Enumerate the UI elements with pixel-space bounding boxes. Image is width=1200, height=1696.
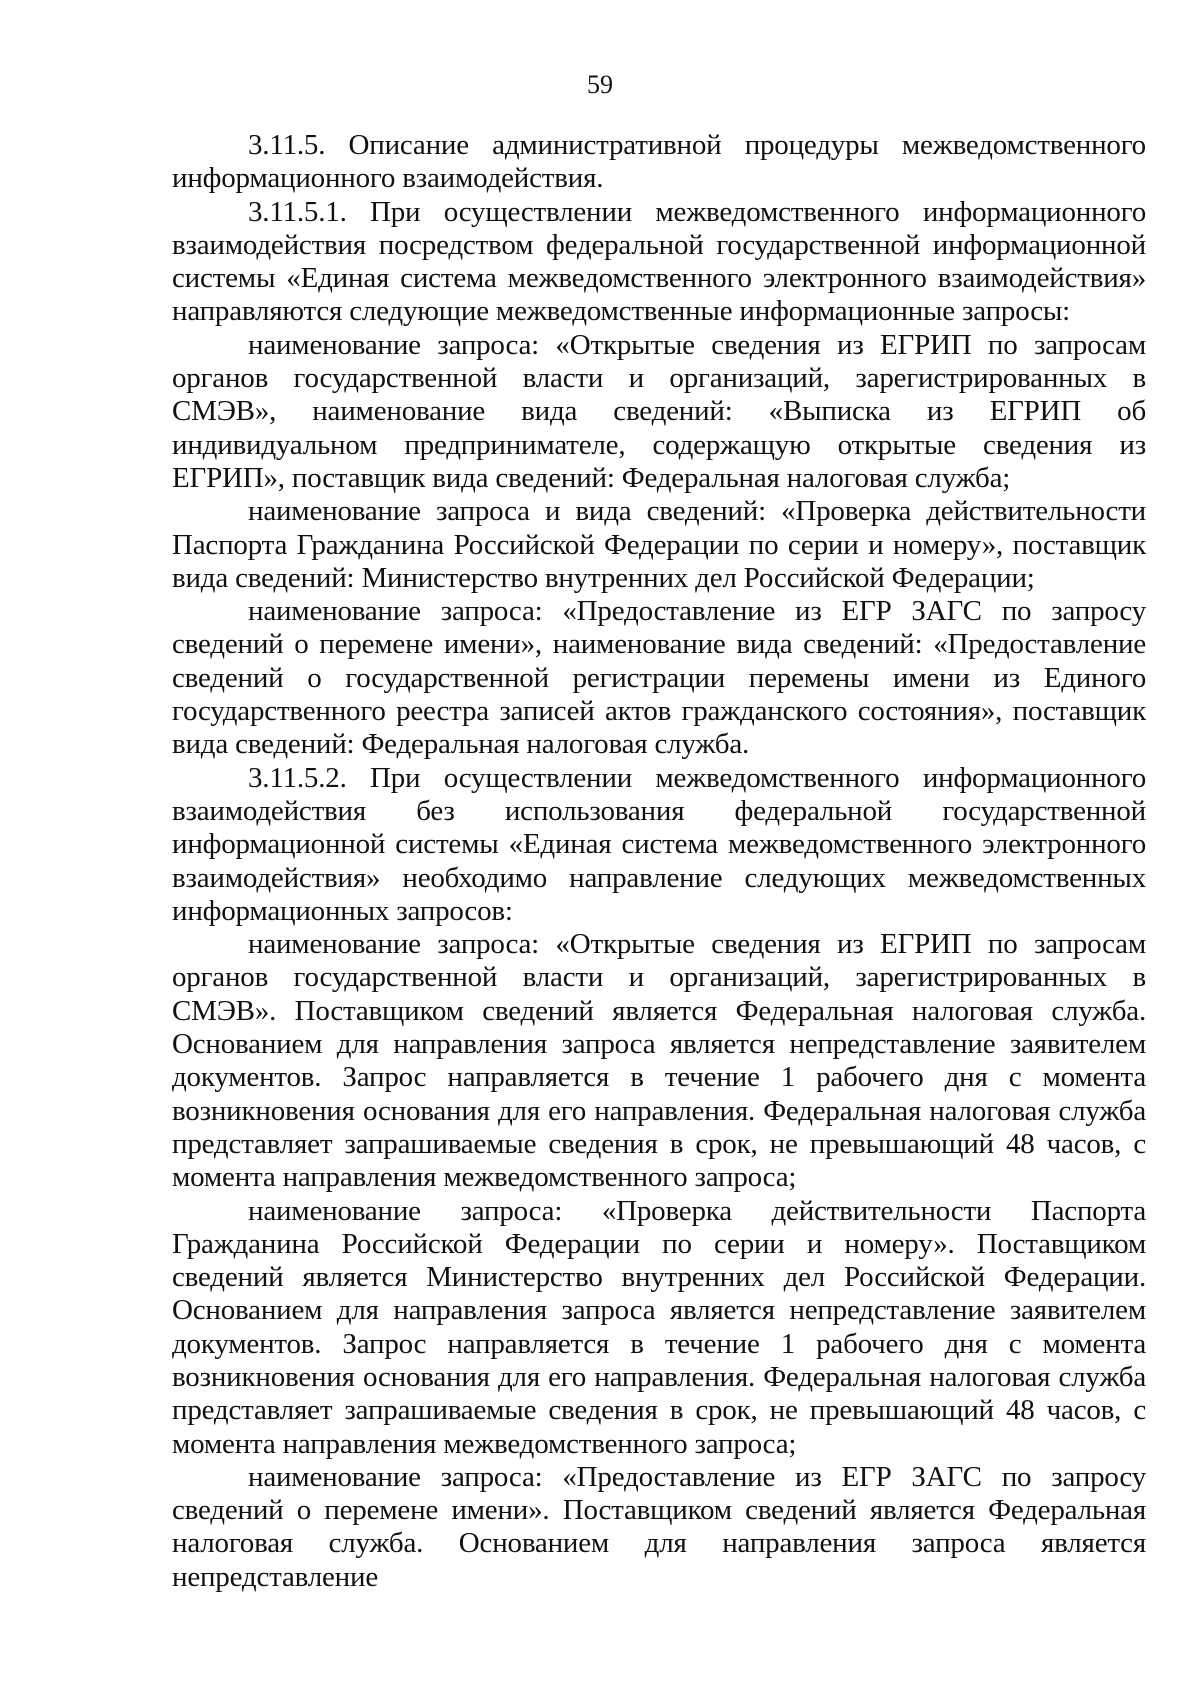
- paragraph-request-zags-offline: наименование запроса: «Предоставление из ЕГР ЗАГС по запросу сведений о перемене имени». Поставщиком сведений является Федеральная налоговая служба. Основанием для направления запроса является непредставление: [172, 1460, 1146, 1593]
- paragraph-3-11-5-1: 3.11.5.1. При осуществлении межведомственного информационного взаимодействия посредством федеральной государственной информационной системы «Единая система межведомственного электронного взаимодействия» направляются следующие межведомственные информационные запросы:: [172, 195, 1146, 328]
- paragraph-3-11-5: 3.11.5. Описание административной процедуры межведомственного информационного взаимодействия.: [172, 129, 1146, 195]
- paragraph-3-11-5-2: 3.11.5.2. При осуществлении межведомственного информационного взаимодействия без использования федеральной государственной информационной системы «Единая система межведомственного электронного взаимодействия» необходимо направление следующих межведомственных информационных запросов:: [172, 761, 1146, 927]
- paragraph-request-egrip-offline: наименование запроса: «Открытые сведения из ЕГРИП по запросам органов государственной власти и организаций, зарегистрированных в СМЭВ». Поставщиком сведений является Федеральная налоговая служба. Основанием для направления запроса является непредставление заявителем документов. Запрос направляется в течение 1 рабочего дня с момента возникновения основания для его направления. Федеральная налоговая служба представляет запрашиваемые сведения в срок, не превышающий 48 часов, с момента направления межведомственного запроса;: [172, 928, 1146, 1194]
- paragraph-request-passport-offline: наименование запроса: «Проверка действительности Паспорта Гражданина Российской Федерации по серии и номеру». Поставщиком сведений является Министерство внутренних дел Российской Федерации. Основанием для направления запроса является непредставление заявителем документов. Запрос направляется в течение 1 рабочего дня с момента возникновения основания для его направления. Федеральная налоговая служба представляет запрашиваемые сведения в срок, не превышающий 48 часов, с момента направления межведомственного запроса;: [172, 1194, 1146, 1460]
- page-number: 59: [587, 70, 613, 99]
- paragraph-request-zags: наименование запроса: «Предоставление из ЕГР ЗАГС по запросу сведений о перемене имени», наименование вида сведений: «Предоставление сведений о государственной регистрации перемены имени из Единого государственного реестра записей актов гражданского состояния», поставщик вида сведений: Федеральная налоговая служба.: [172, 595, 1146, 761]
- paragraph-request-egrip: наименование запроса: «Открытые сведения из ЕГРИП по запросам органов государственной власти и организаций, зарегистрированных в СМЭВ», наименование вида сведений: «Выписка из ЕГРИП об индивидуальном предпринимателе, содержащую открытые сведения из ЕГРИП», поставщик вида сведений: Федеральная налоговая служба;: [172, 328, 1146, 494]
- paragraph-request-passport: наименование запроса и вида сведений: «Проверка действительности Паспорта Гражданина Российской Федерации по серии и номеру», поставщик вида сведений: Министерство внутренних дел Российской Федерации;: [172, 495, 1146, 594]
- document-body: [172, 129, 1146, 1594]
